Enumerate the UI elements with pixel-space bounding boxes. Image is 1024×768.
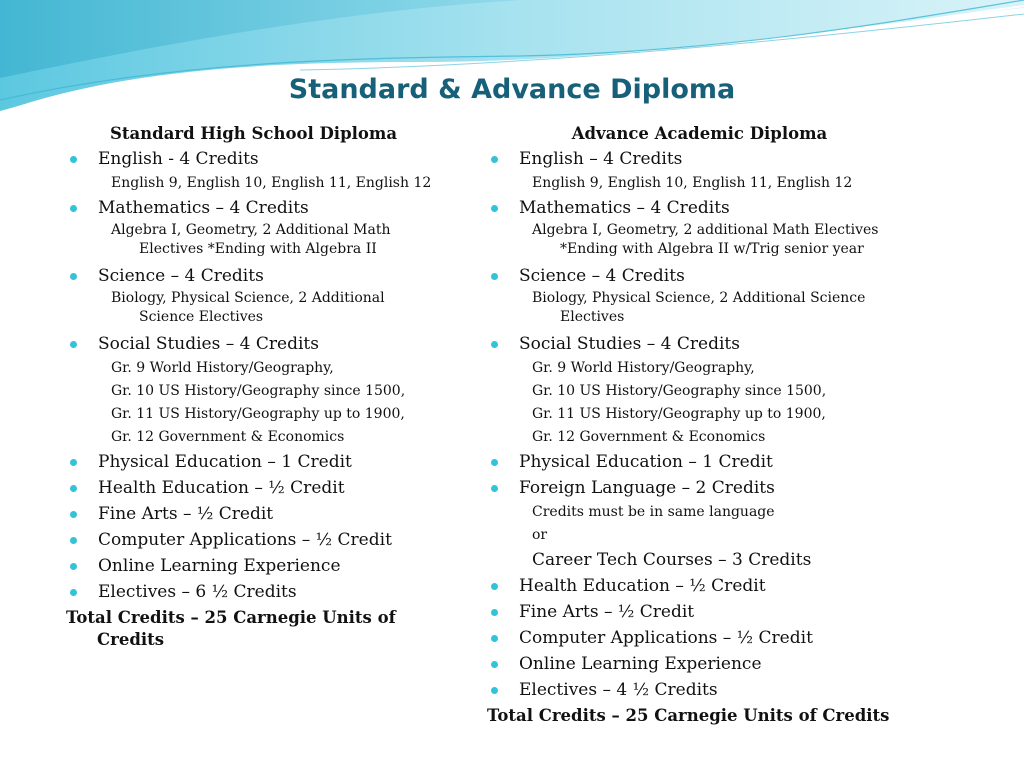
bullet-icon xyxy=(70,341,77,348)
sub-item: English 9, English 10, English 11, English 12 xyxy=(111,175,432,191)
list-item: Online Learning Experience xyxy=(66,553,466,579)
sub-item: Gr. 11 US History/Geography up to 1900, xyxy=(111,406,405,422)
standard-diploma-column xyxy=(66,122,466,651)
bullet-icon xyxy=(491,273,498,280)
list-item: Physical Education – 1 Credit xyxy=(487,449,907,475)
bullet-icon xyxy=(491,687,498,694)
bullet-icon xyxy=(491,156,498,163)
bullet-icon xyxy=(491,583,498,590)
career-tech-item: Career Tech Courses – 3 Credits xyxy=(532,550,812,570)
sub-item: Biology, Physical Science, 2 Additional Science Electives xyxy=(532,290,866,325)
list-item: Electives – 4 ½ Credits xyxy=(487,677,907,703)
sub-item: Gr. 9 World History/Geography, xyxy=(532,360,755,376)
bullet-icon xyxy=(70,537,77,544)
list-item: English - 4 Credits xyxy=(66,146,466,172)
sub-item: English 9, English 10, English 11, English 12 xyxy=(532,175,853,191)
bullet-icon xyxy=(70,589,77,596)
list-item: Computer Applications – ½ Credit xyxy=(487,625,907,651)
bullet-icon xyxy=(491,341,498,348)
advance-total-credits: Total Credits – 25 Carnegie Units of Credits xyxy=(487,706,890,725)
list-item: Computer Applications – ½ Credit xyxy=(66,527,466,553)
sub-item: Gr. 10 US History/Geography since 1500, xyxy=(111,383,406,399)
list-item: Physical Education – 1 Credit xyxy=(66,449,466,475)
sub-item: Biology, Physical Science, 2 Additional Science Electives xyxy=(111,290,385,325)
bullet-icon xyxy=(70,459,77,466)
bullet-icon xyxy=(491,485,498,492)
slide-title: Standard & Advance Diploma xyxy=(288,74,736,105)
sub-item: Gr. 10 US History/Geography since 1500, xyxy=(532,383,827,399)
list-item: Mathematics – 4 Credits xyxy=(487,195,907,221)
list-item: Science – 4 Credits xyxy=(66,263,466,289)
bullet-icon xyxy=(70,156,77,163)
list-item: Fine Arts – ½ Credit xyxy=(487,599,907,625)
bullet-icon xyxy=(491,661,498,668)
sub-item: or xyxy=(532,527,548,543)
list-item: Health Education – ½ Credit xyxy=(66,475,466,501)
list-item: Electives – 6 ½ Credits xyxy=(66,579,466,605)
sub-item: Algebra I, Geometry, 2 additional Math Electives *Ending with Algebra II w/Trig senior year xyxy=(532,222,879,257)
bullet-icon xyxy=(70,511,77,518)
list-item: Science – 4 Credits xyxy=(487,263,907,289)
advance-diploma-column xyxy=(487,122,907,727)
header-wave-decoration xyxy=(0,0,1024,130)
bullet-icon xyxy=(491,205,498,212)
sub-item: Gr. 12 Government & Economics xyxy=(532,429,766,445)
bullet-icon xyxy=(70,205,77,212)
standard-total-credits: Total Credits – 25 Carnegie Units of Credits xyxy=(66,608,396,649)
list-item: Fine Arts – ½ Credit xyxy=(66,501,466,527)
sub-item: Gr. 9 World History/Geography, xyxy=(111,360,334,376)
list-item: Mathematics – 4 Credits xyxy=(66,195,466,221)
bullet-icon xyxy=(491,459,498,466)
bullet-icon xyxy=(491,609,498,616)
sub-item: Gr. 11 US History/Geography up to 1900, xyxy=(532,406,826,422)
list-item: Online Learning Experience xyxy=(487,651,907,677)
sub-item: Gr. 12 Government & Economics xyxy=(111,429,345,445)
list-item: English – 4 Credits xyxy=(487,146,907,172)
advance-diploma-heading: Advance Academic Diploma xyxy=(571,124,828,143)
bullet-icon xyxy=(491,635,498,642)
list-item: Social Studies – 4 Credits xyxy=(66,331,466,357)
standard-diploma-heading: Standard High School Diploma xyxy=(109,124,398,143)
list-item: Social Studies – 4 Credits xyxy=(487,331,907,357)
bullet-icon xyxy=(70,273,77,280)
list-item: Foreign Language – 2 Credits xyxy=(487,475,907,501)
sub-item: Algebra I, Geometry, 2 Additional Math Electives *Ending with Algebra II xyxy=(111,222,391,257)
bullet-icon xyxy=(70,485,77,492)
list-item: Health Education – ½ Credit xyxy=(487,573,907,599)
bullet-icon xyxy=(70,563,77,570)
sub-item: Credits must be in same language xyxy=(532,504,775,520)
